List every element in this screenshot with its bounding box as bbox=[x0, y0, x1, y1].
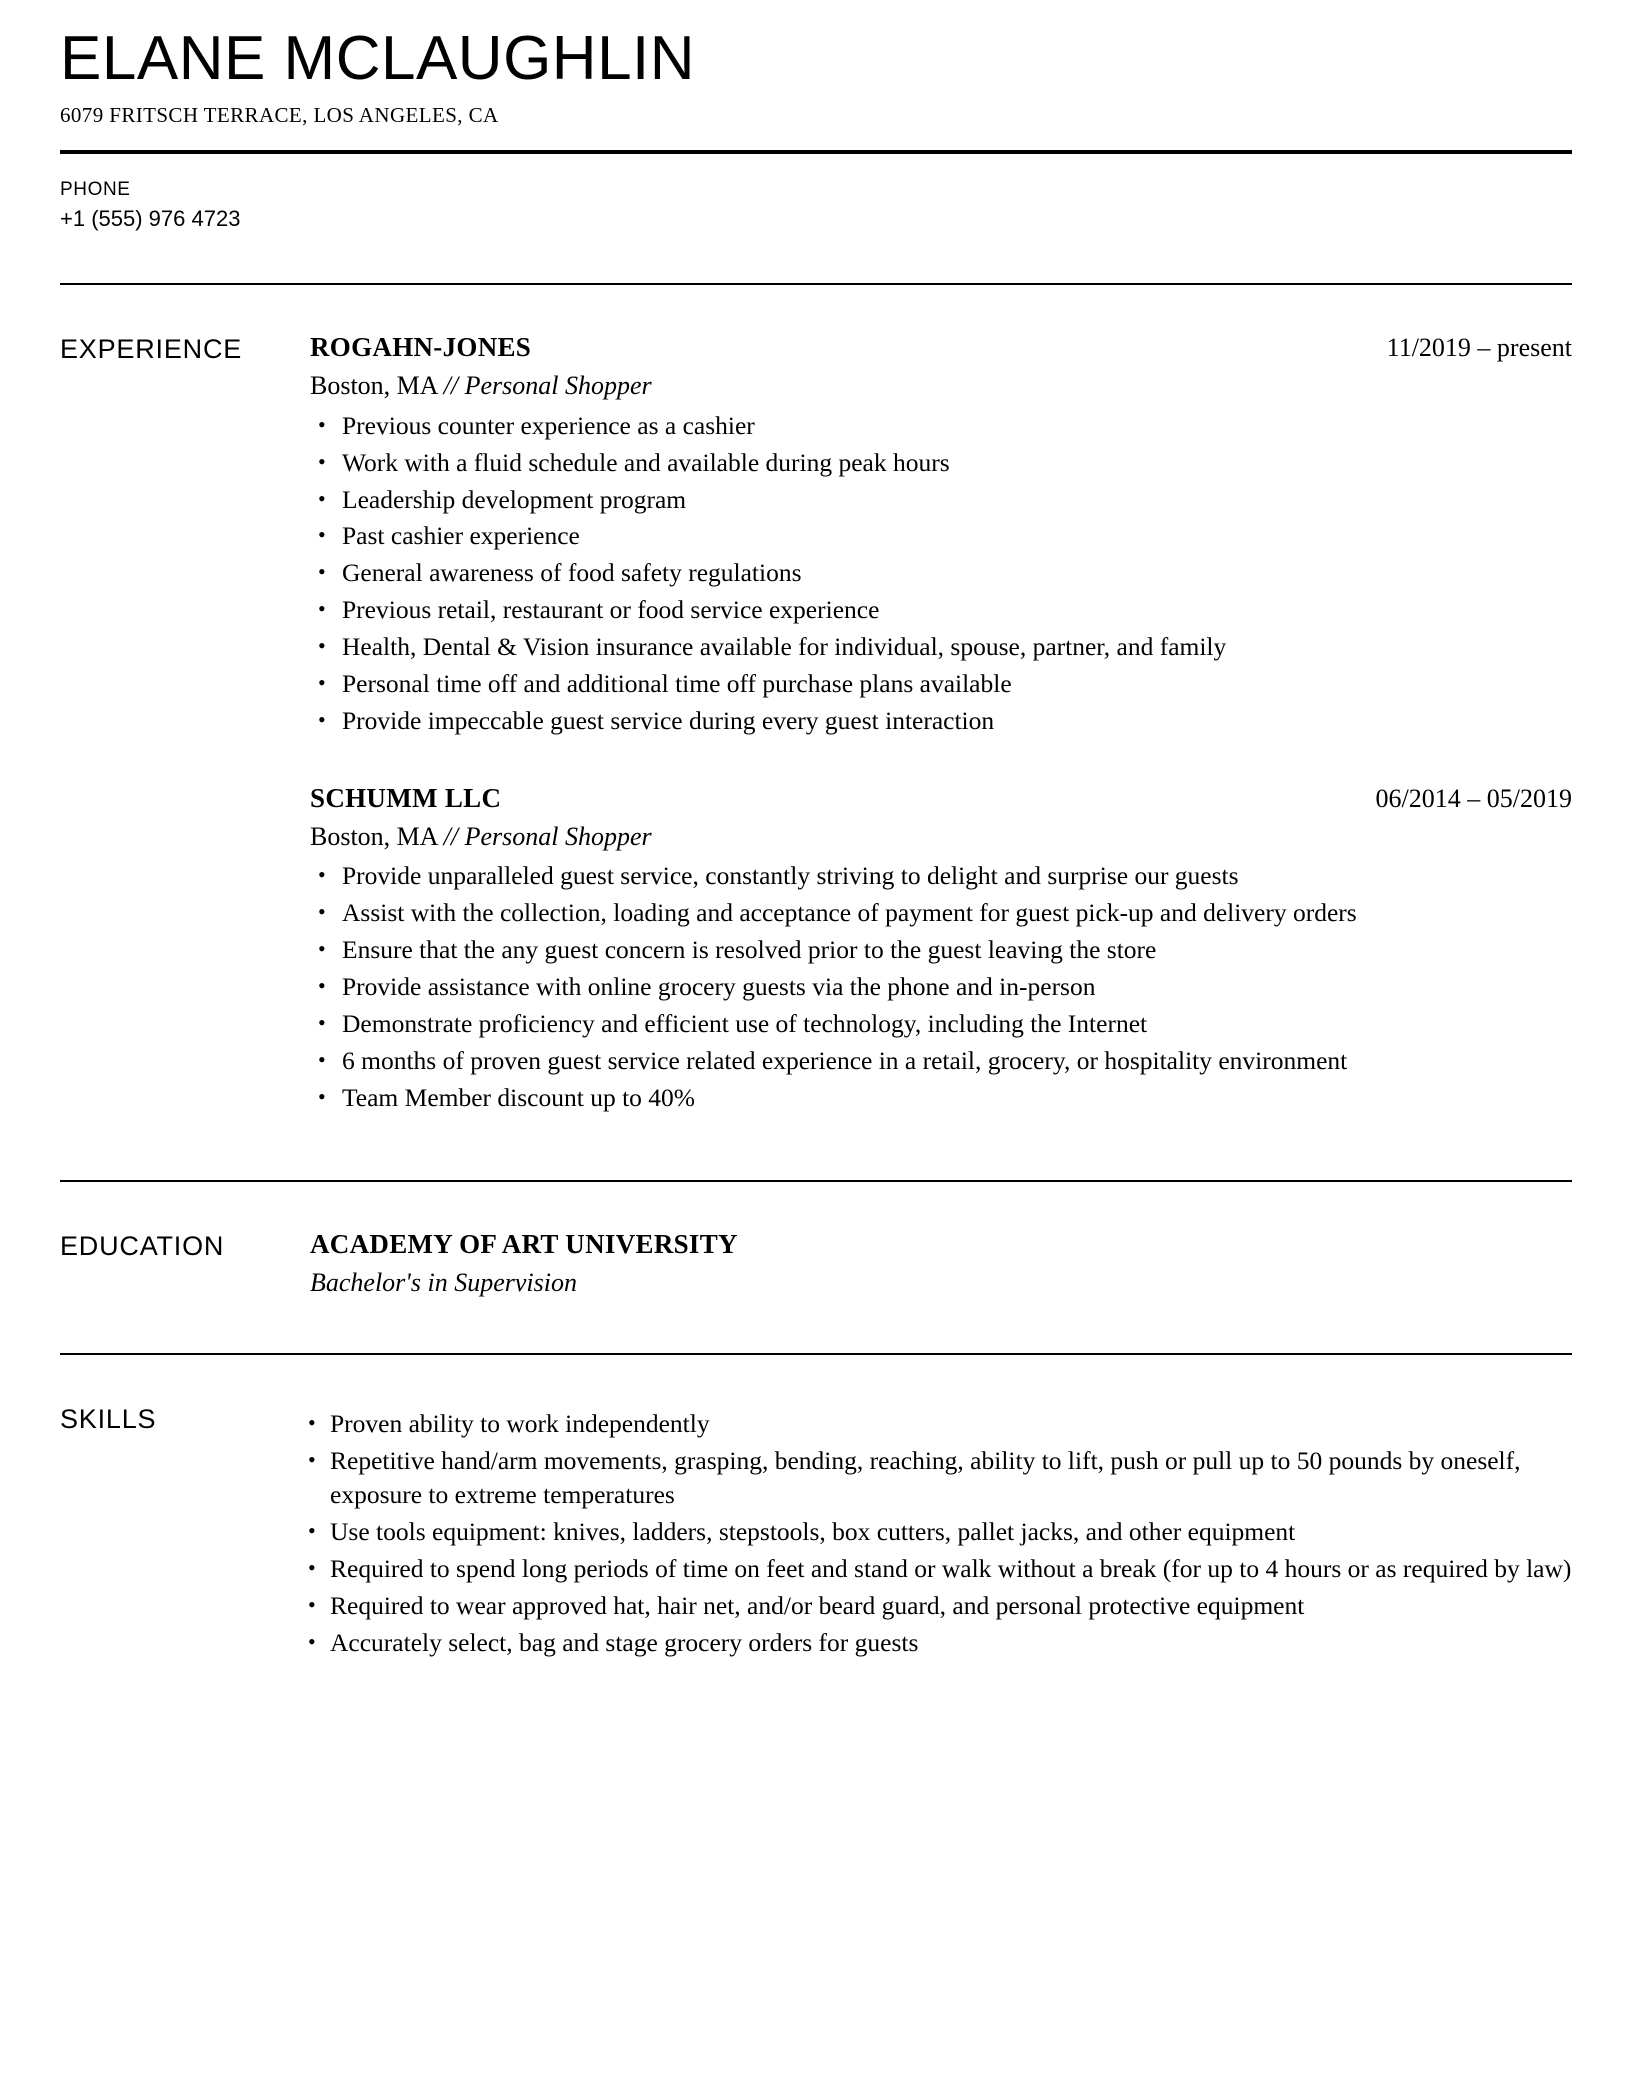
resume-header bbox=[60, 0, 1572, 150]
list-item: • Required to spend long periods of time on feet and stand or walk without a break (for up to 4 hours or as required by law) bbox=[300, 1552, 1572, 1586]
list-item: • Assist with the collection, loading and acceptance of payment for guest pick-up and delivery orders bbox=[310, 896, 1572, 930]
list-item: • Demonstrate proficiency and efficient use of technology, including the Internet bbox=[310, 1007, 1572, 1041]
list-item: • Repetitive hand/arm movements, grasping, bending, reaching, ability to lift, push or pull up to 50 pounds by oneself, exposure to extreme temperatures bbox=[300, 1444, 1572, 1512]
list-item: • Provide impeccable guest service during every guest interaction bbox=[310, 704, 1572, 738]
list-item: • Leadership development program bbox=[310, 483, 1572, 517]
employment-subline bbox=[310, 820, 1572, 854]
employment-dates: 11/2019 – present bbox=[1386, 333, 1572, 363]
list-item: • Use tools equipment: knives, ladders, stepstools, box cutters, pallet jacks, and other equipment bbox=[300, 1515, 1572, 1549]
employment-location: Boston, MA bbox=[310, 370, 444, 400]
list-item: • Required to wear approved hat, hair net, and/or beard guard, and personal protective equipment bbox=[300, 1589, 1572, 1623]
education-section bbox=[60, 1182, 1572, 1300]
phone-value: +1 (555) 976 4723 bbox=[60, 205, 241, 231]
education-section-label: EDUCATION bbox=[60, 1230, 225, 1261]
experience-entry bbox=[310, 782, 1572, 1115]
employment-subline bbox=[310, 369, 1572, 403]
list-item: • Ensure that the any guest concern is resolved prior to the guest leaving the store bbox=[310, 933, 1572, 967]
experience-bullets bbox=[310, 859, 1572, 1114]
list-item: • General awareness of food safety regulations bbox=[310, 556, 1572, 590]
list-item: • Team Member discount up to 40% bbox=[310, 1081, 1572, 1115]
employment-location: Boston, MA bbox=[310, 821, 444, 851]
experience-entries bbox=[310, 331, 1572, 1118]
employment-role: // Personal Shopper bbox=[443, 370, 652, 400]
list-item: • Previous retail, restaurant or food service experience bbox=[310, 593, 1572, 627]
experience-section-label: EXPERIENCE bbox=[60, 334, 243, 365]
experience-entry-head bbox=[310, 331, 1572, 365]
experience-section bbox=[60, 285, 1572, 1118]
employer-name: SCHUMM LLC bbox=[310, 782, 502, 813]
candidate-name: ELANE MCLAUGHLIN bbox=[60, 24, 696, 93]
list-item: • Personal time off and additional time off purchase plans available bbox=[310, 667, 1572, 701]
list-item: • Work with a fluid schedule and available during peak hours bbox=[310, 446, 1572, 480]
experience-spacer bbox=[60, 1118, 1572, 1180]
contact-block bbox=[60, 154, 1572, 283]
experience-bullets bbox=[310, 409, 1572, 738]
education-entries bbox=[310, 1228, 1572, 1300]
skills-section bbox=[60, 1355, 1572, 1662]
school-name: ACADEMY OF ART UNIVERSITY bbox=[310, 1228, 738, 1259]
employment-role: // Personal Shopper bbox=[443, 821, 652, 851]
experience-entry bbox=[310, 331, 1572, 738]
skills-section-label: SKILLS bbox=[60, 1404, 157, 1435]
list-item: • Past cashier experience bbox=[310, 519, 1572, 553]
list-item: • Previous counter experience as a cashier bbox=[310, 409, 1572, 443]
candidate-address: 6079 FRITSCH TERRACE, LOS ANGELES, CA bbox=[60, 102, 499, 127]
list-item: • Health, Dental & Vision insurance available for individual, spouse, partner, and family bbox=[310, 630, 1572, 664]
list-item: • Provide unparalleled guest service, constantly striving to delight and surprise our guests bbox=[310, 859, 1572, 893]
experience-entry-head bbox=[310, 782, 1572, 816]
employer-name: ROGAHN-JONES bbox=[310, 332, 532, 363]
skills-bullets bbox=[300, 1407, 1572, 1659]
list-item: • Provide assistance with online grocery guests via the phone and in-person bbox=[310, 970, 1572, 1004]
skills-spacer bbox=[60, 1663, 1572, 1729]
degree-name: Bachelor's in Supervision bbox=[310, 1267, 577, 1297]
phone-label: PHONE bbox=[60, 178, 131, 200]
education-entry bbox=[310, 1228, 1572, 1300]
employment-dates: 06/2014 – 05/2019 bbox=[1375, 783, 1572, 813]
list-item: • Accurately select, bag and stage grocery orders for guests bbox=[300, 1626, 1572, 1660]
skills-body bbox=[310, 1401, 1572, 1662]
list-item: • Proven ability to work independently bbox=[300, 1407, 1572, 1441]
list-item: • 6 months of proven guest service related experience in a retail, grocery, or hospitality environment bbox=[310, 1044, 1572, 1078]
education-spacer bbox=[60, 1299, 1572, 1353]
